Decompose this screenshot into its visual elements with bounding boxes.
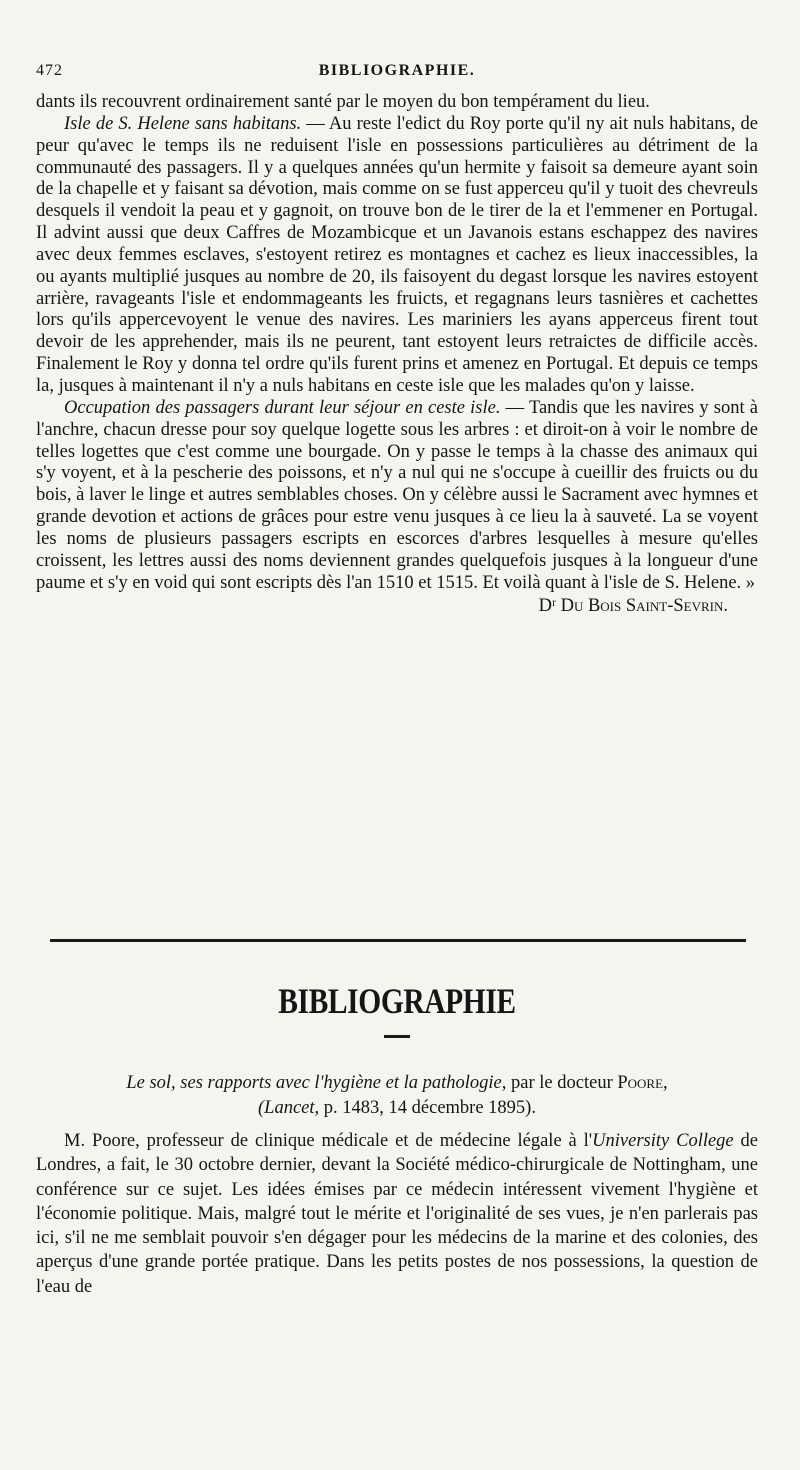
review-text-start: M. Poore, professeur de clinique médicale et de médecine légale à l' (64, 1131, 593, 1151)
review-reference (36, 1071, 758, 1121)
review-body (36, 1071, 758, 1299)
paragraph-heading: Isle de S. Helene sans habitans. (64, 113, 302, 134)
page-number: 472 (36, 62, 63, 79)
reference-author-prefix: par le docteur (506, 1073, 618, 1093)
running-head (36, 62, 758, 84)
document-page (36, 0, 758, 1470)
running-head-title: BIBLIOGRAPHIE. (318, 62, 476, 79)
review-text-rest: de Londres, a fait, le 30 octobre dernier, devant la Société médico-chirurgicale de Nottingham, une conférence sur ce sujet. Les idées émises par ce médecin intéressent vivement l'hygiène et l'économie politique. Mais, malgré tout le mérite et l'originalité de ses vues, je n'en parlerais pas ici, s'il ne me semblait pouvoir s'en dégager pour les médecins de la marine et des colonies, des aperçus d'une grande portée pratique. Dans les petits postes de nos possessions, la question de l'eau de (36, 1131, 759, 1297)
reference-source: (Lancet, (258, 1098, 320, 1118)
author-signature (36, 596, 728, 618)
paragraph-text: — Tandis que les navires y sont à l'anchre, chacun dresse pour soy quelque logette sous les arbres : et diroit-on à voir le nombre de telles logettes que c'est comme une bourgade. On y passe le temps à la chasse des animaux qui s'y voyent, et à la pescherie des poissons, et n'y a nul qui ne s'occupe à cueillir des fruicts ou du bois, à laver le linge et autres semblables choses. On y célèbre aussi le Sacrament avec hymnes et grande devotion et actions de grâces pour estre venu jusques à ce lieu la à sauveté. La se voyent les noms de plusieurs passagers escripts en escorces d'arbres lesquelles à mesure qu'elles croissent, les lettres aussi des noms deviennent grandes quelquefois jusques à la longueur d'une paume et s'y en void qui sont escripts dès l'an 1510 et 1515. Et voilà quant à l'isle de S. Helene. » (36, 397, 758, 593)
paragraph-heading: Occupation des passagers durant leur séjour en ceste isle. (64, 397, 501, 418)
reference-title: Le sol, ses rapports avec l'hygiène et la pathologie, (126, 1073, 507, 1093)
paragraph-occupation (36, 398, 758, 595)
signature-name: Du Bois Saint-Sevrin. (560, 596, 728, 617)
section-title: BIBLIOGRAPHIE (278, 981, 516, 1021)
paragraph-continuation: dants ils recouvrent ordinairement santé par le moyen du bon tempérament du lieu. (36, 92, 650, 112)
reference-author: Poore, (617, 1073, 668, 1093)
reference-details: p. 1483, 14 décembre 1895). (319, 1098, 536, 1118)
review-paragraph (36, 1129, 758, 1299)
article-body (36, 92, 758, 618)
section-title-dash (384, 1035, 410, 1038)
section-divider-rule (50, 939, 746, 942)
paragraph-text: — Au reste l'edict du Roy porte qu'il ny ait nuls habitans, de peur qu'avec le temps ils ne reduisent l'isle en possessions particulières au détriment de la communauté des passagers. Il y a quelques années qu'un hermite y faisoit sa demeure ayant soin de la chapelle et y faisant sa dévotion, mais comme on se fust apperceu qu'il y tuoit des chevreuls desquels il vendoit la peau et y gagnoit, on trouve bon de le tirer de la et l'emmener en Portugal. Il advint aussi que deux Caffres de Mozambicque et un Javanois estans eschappez des navires avec deux femmes esclaves, s'estoyent retirez es montagnes et cachez es lieux inaccessibles, la ou ayants multiplié jusques au nombre de 20, ils faisoyent du degast lorsque les navires estoyent arrière, ravageants l'isle et endommageants les fruicts, et regagnans leurs tasnières et cachettes lors qu'ils appercevoyent le venue des navires. Les mariniers les ayans apperceus firent tout devoir de les apprehender, mais ils ne peurent, tant estoyent leurs retraictes de difficile accès. Finalement le Roy y donna tel ordre qu'ils furent prins et amenez en Portugal. Et depuis ce temps la, jusques à maintenant il n'y a nuls habitans en ceste isle que les malades qu'on y laisse. (36, 113, 758, 396)
signature-title: Dʳ (538, 596, 556, 617)
review-college: University College (592, 1131, 734, 1151)
paragraph-saint-helene (36, 114, 758, 398)
